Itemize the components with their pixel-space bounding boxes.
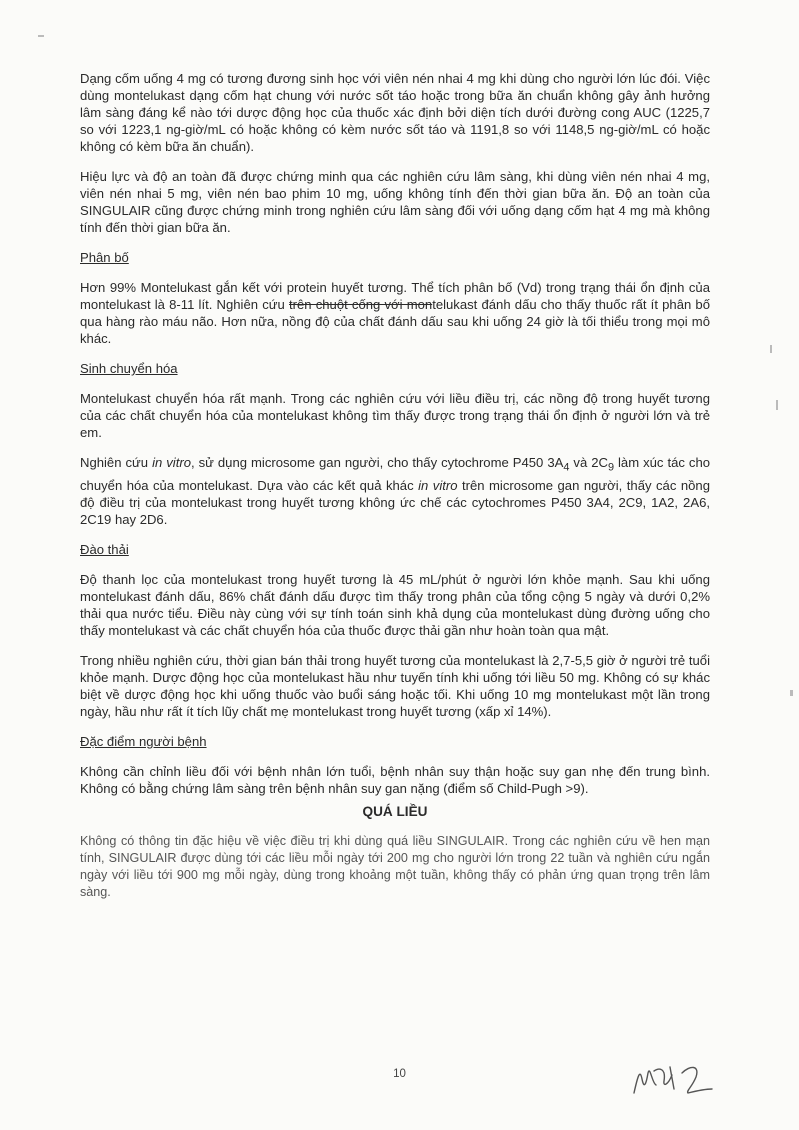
heading-elimination: Đào thải [80, 541, 129, 557]
paragraph-overdose: Không có thông tin đặc hiệu về việc điều trị khi dùng quá liều SINGULAIR. Trong các nghiên cứu về hen mạn tính, SINGULAIR được dùng tới các liều mỗi ngày tới 200 mg cho người lớn trong 22 tuần và nghiên cứu ngắn ngày với liều tới 900 mg mỗi ngày, dùng trong khoảng một tuần, không thấy có phản ứng quan trọng trên lâm sàng. [80, 833, 710, 899]
page-number: 10 [393, 1068, 406, 1080]
document-page [80, 70, 710, 914]
scan-mark-right-3 [790, 690, 793, 696]
scan-mark-right-2 [776, 400, 778, 410]
metab-italic-in-vitro: in vitro [152, 455, 191, 470]
heading-distribution: Phân bố [80, 250, 129, 265]
heading-metabolism: Sinh chuyển hóa [80, 361, 178, 376]
metab-italic-in-vitro-2: in vitro [418, 477, 458, 493]
metab-text-g: trên microsome gan người, thấy các nồng độ điều trị của montelukast trong huyết tương không ức chế các cytochromes P450 3A4, 2C9, 1A2, 2A6, 2C19 hay 2D6. [80, 477, 710, 527]
paragraph-elimination-2: Trong nhiều nghiên cứu, thời gian bán thải trong huyết tương của montelukast là 2,7-5,5 giờ ở người trẻ tuổi khỏe mạnh. Dược động học của montelukast hầu như tuyến tính khi uống tới liều 50 mg. Không có sự khác biệt về dược động học khi uống thuốc vào buổi sáng hoặc tối. Khi uống 10 mg montelukast một lần trong ngày, hầu như rất ít tích lũy chất mẹ montelukast trong huyết tương (xấp xỉ 14%). [80, 652, 710, 719]
metab-text-e: làm xúc tác cho chuyển hóa của montelukast. Dựa vào các kết quả khác [80, 455, 711, 493]
scan-mark-top [38, 35, 44, 37]
paragraph-granule-bioequivalence: Dạng cốm uống 4 mg có tương đương sinh học với viên nén nhai 4 mg khi dùng cho người lớn lúc đói. Việc dùng montelukast dạng cốm hạt chung với nước sốt táo hoặc trong bữa ăn chuẩn không gây ảnh hưởng lâm sàng đáng kể nào tới dược động học của thuốc xác định bởi diện tích dưới đường cong AUC (1225,7 so với 1223,1 ng-giờ/mL có hoặc không có kèm nước sốt táo và 1191,8 so với 1148,5 ng-giờ/mL có hoặc không có kèm bữa ăn chuẩn). [80, 71, 710, 154]
handwritten-signature [630, 1055, 730, 1099]
metab-text-a: Nghiên cứu [80, 455, 153, 470]
paragraph-efficacy-safety: Hiệu lực và độ an toàn đã được chứng minh qua các nghiên cứu lâm sàng, khi dùng viên nén nhai 4 mg, viên nén nhai 5 mg, viên nén bao phim 10 mg, uống không tính đến thời gian bữa ăn. Độ an toàn của SINGULAIR cũng được chứng minh trong nghiên cứu lâm sàng đối với uống dạng cốm hạt 4 mg mà không tính đến thời gian bữa ăn. [80, 169, 710, 235]
paragraph-patient-characteristics: Không cần chỉnh liều đối với bệnh nhân lớn tuổi, bệnh nhân suy thận hoặc suy gan nhẹ đến trung bình. Không có bằng chứng lâm sàng trên bệnh nhân suy gan nặng (điểm số Child-Pugh >9). [80, 763, 710, 796]
section-title-overdose: QUÁ LIỀU [362, 803, 428, 819]
distribution-struck-text: trên chuột cống với mon [288, 297, 433, 312]
metab-text-c: , sử dụng microsome gan người, cho thấy cytochrome P450 3A [190, 455, 564, 470]
paragraph-metabolism-2 [80, 454, 710, 528]
scan-mark-right-1 [770, 345, 772, 353]
metab-text-d: và 2C [569, 455, 608, 470]
paragraph-elimination-1: Độ thanh lọc của montelukast trong huyết tương là 45 mL/phút ở người lớn khỏe mạnh. Sau khi uống montelukast đánh dấu, 86% chất đánh dấu được tìm thấy trong phân của tổng cộng 5 ngày và dưới 0,2% thải qua nước tiểu. Điều này cùng với sự tính toán sinh khả dụng của montelukast dùng đường uống cho thấy montelukast và các chất chuyển hóa của thuốc được thải gần như hoàn toàn qua mật. [80, 571, 710, 638]
heading-patient-characteristics: Đặc điểm người bệnh [80, 733, 207, 749]
paragraph-metabolism-1: Montelukast chuyển hóa rất mạnh. Trong các nghiên cứu với liều điều trị, các nồng độ trong huyết tương của các chất chuyển hóa của montelukast không tìm thấy được trong trạng thái ổn định ở người lớn và trẻ em. [80, 391, 710, 440]
paragraph-distribution [80, 279, 710, 347]
metab-sub-4: 4 [563, 461, 570, 474]
distribution-text-b: telukast đánh dấu cho thấy thuốc rất ít phân bố qua hàng rào máu não. Hơn nữa, nồng độ của chất đánh dấu sau khi uống 24 giờ là tối thiểu trong mọi mô khác. [80, 297, 710, 346]
metab-sub-9: 9 [607, 461, 615, 474]
distribution-text-a: Hơn 99% Montelukast gắn kết với protein huyết tương. Thể tích phân bố (Vd) trong trạng thái ổn định của montelukast là 8-11 lít. Nghiên cứu [80, 280, 710, 312]
